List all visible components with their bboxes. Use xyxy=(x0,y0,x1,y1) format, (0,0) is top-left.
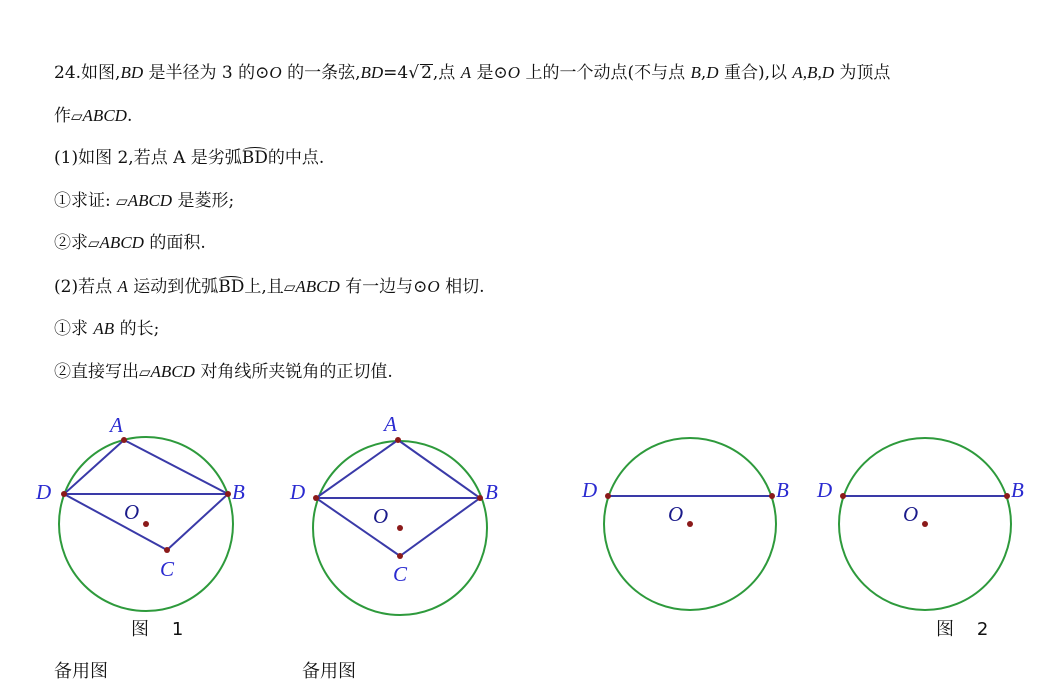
text: 如图, xyxy=(81,63,121,83)
label-c: C xyxy=(160,557,175,581)
problem-line-3 xyxy=(54,147,324,169)
point-b xyxy=(477,495,483,501)
var-O: O xyxy=(507,63,521,82)
figures-area xyxy=(0,395,1063,681)
point-b xyxy=(1004,493,1010,499)
point-o xyxy=(687,521,693,527)
point-d xyxy=(840,493,846,499)
text: 相切. xyxy=(439,277,485,297)
label-o: O xyxy=(668,502,684,526)
spare-figure-1 xyxy=(289,412,498,615)
text: 对角线所夹锐角的正切值. xyxy=(194,362,393,382)
label-a: A xyxy=(384,412,397,436)
label-o: O xyxy=(373,504,389,528)
point-a xyxy=(121,437,127,443)
text: , xyxy=(700,63,707,83)
problem-line-4 xyxy=(54,190,234,212)
text: 重合),以 xyxy=(718,63,793,83)
figure-1 xyxy=(35,413,245,611)
problem-line-1 xyxy=(54,62,890,84)
label-o: O xyxy=(903,502,919,526)
label-d: D xyxy=(817,478,833,502)
var-BD: BD xyxy=(120,63,144,82)
var-ABD: A,B,D xyxy=(792,63,834,82)
label-c: C xyxy=(393,562,408,586)
var-AB: AB xyxy=(93,319,115,338)
label-b: B xyxy=(1011,478,1024,502)
point-b xyxy=(225,491,231,497)
sqrt-symbol: √ xyxy=(408,63,420,83)
parallelogram-symbol: ▱ xyxy=(88,234,100,252)
arc-BD: BD xyxy=(218,277,245,297)
text: ①求证: xyxy=(54,191,117,211)
parallelogram-symbol: ▱ xyxy=(139,363,151,381)
label-d: D xyxy=(290,480,306,504)
spare-figure-2 xyxy=(581,438,789,610)
point-b xyxy=(769,493,775,499)
text: ,点 xyxy=(432,63,461,83)
text: (1)如图 2,若点 A 是劣弧 xyxy=(54,148,242,168)
problem-line-7 xyxy=(54,318,159,340)
problem-line-8 xyxy=(54,361,393,383)
figure-1-caption: 图 1 xyxy=(131,619,184,640)
text: ②求 xyxy=(54,233,88,253)
text: 为顶点 xyxy=(833,63,891,83)
var-ABCD: ABCD xyxy=(99,233,144,252)
var-ABCD: ABCD xyxy=(295,277,340,296)
point-c xyxy=(397,553,403,559)
text: . xyxy=(126,106,133,126)
point-d xyxy=(313,495,319,501)
text: ①求 xyxy=(54,319,94,339)
label-b: B xyxy=(776,478,789,502)
var-ABCD: ABCD xyxy=(82,106,127,125)
var-O: O xyxy=(427,277,440,296)
label-o: O xyxy=(124,500,140,524)
text: 的一条弦, xyxy=(281,63,361,83)
text: 上的一个动点(不与点 xyxy=(520,63,691,83)
spare-figure-caption-1: 备用图 xyxy=(54,661,108,682)
text: 是⊙ xyxy=(471,63,508,83)
var-B: B xyxy=(690,63,701,82)
point-o xyxy=(922,521,928,527)
var-BD: BD xyxy=(360,63,384,82)
point-c xyxy=(164,547,170,553)
text: 的中点. xyxy=(267,148,325,168)
point-a xyxy=(395,437,401,443)
point-o xyxy=(397,525,403,531)
problem-number: 24. xyxy=(54,63,82,83)
text: 上,且 xyxy=(244,277,284,297)
label-d: D xyxy=(582,478,598,502)
label-a: A xyxy=(110,413,123,437)
text: 作 xyxy=(54,106,71,126)
parallelogram-symbol: ▱ xyxy=(283,278,296,296)
var-O: O xyxy=(269,63,282,82)
label-b: B xyxy=(485,480,498,504)
sqrt-argument: 2 xyxy=(421,63,432,83)
label-b: B xyxy=(232,480,245,504)
var-A: A xyxy=(460,63,472,82)
figure-2 xyxy=(816,438,1024,610)
parallelogram-symbol: ▱ xyxy=(71,107,83,125)
text: 的面积. xyxy=(143,233,206,253)
label-d: D xyxy=(36,480,52,504)
parallelogram-symbol: ▱ xyxy=(116,192,128,210)
text: 是半径为 3 的⊙ xyxy=(143,63,270,83)
spare-figure-caption-2: 备用图 xyxy=(302,661,356,682)
text: ②直接写出 xyxy=(54,362,139,382)
var-ABCD: ABCD xyxy=(127,191,173,210)
problem-line-6 xyxy=(54,276,485,298)
problem-line-5 xyxy=(54,232,206,254)
text: =4 xyxy=(383,63,409,83)
text: (2)若点 xyxy=(54,277,118,297)
text: 的长; xyxy=(114,319,160,339)
text: 是菱形; xyxy=(172,191,235,211)
var-ABCD: ABCD xyxy=(150,362,195,381)
text: 运动到优弧 xyxy=(127,277,219,297)
var-D: D xyxy=(706,63,719,82)
var-A: A xyxy=(117,277,128,296)
arc-BD: BD xyxy=(241,148,268,168)
problem-line-2 xyxy=(54,105,132,127)
text: 有一边与⊙ xyxy=(339,277,428,297)
point-o xyxy=(143,521,149,527)
point-d xyxy=(605,493,611,499)
figure-2-caption: 图 2 xyxy=(936,619,989,640)
point-d xyxy=(61,491,67,497)
